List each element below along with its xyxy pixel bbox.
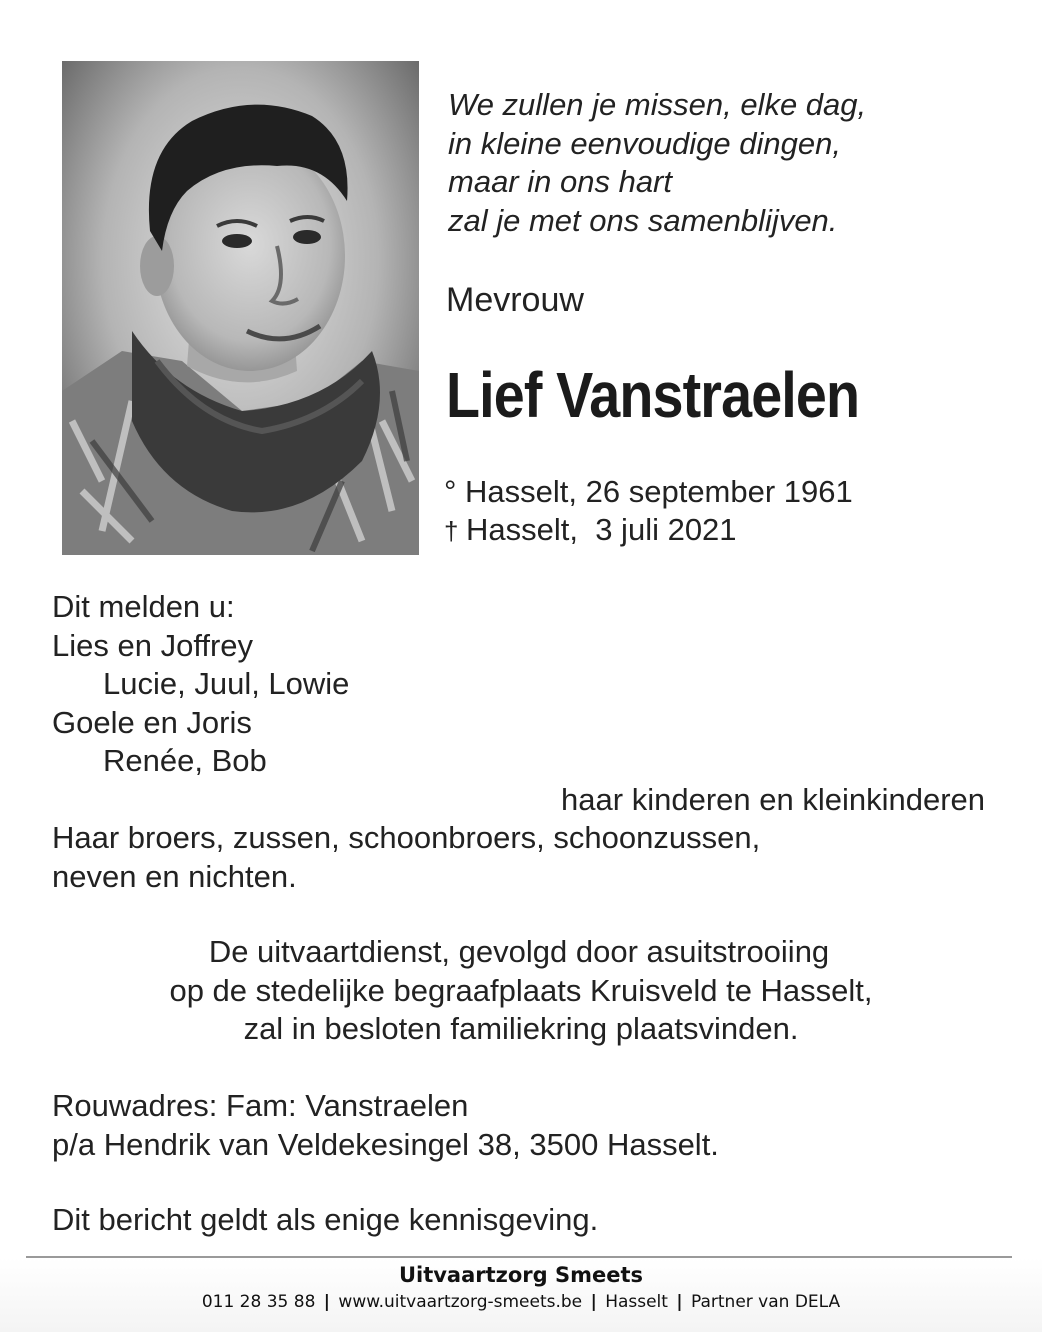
poem-line: zal je met ons samenblijven. [448, 202, 838, 238]
ceremony-line: De uitvaartdienst, gevolgd door asuitstrooiing [208, 934, 830, 969]
address-line: Rouwadres: Fam: Vanstraelen [52, 1088, 469, 1123]
footer-separator: | [590, 1292, 597, 1312]
ceremony-line: zal in besloten familiekring plaatsvinden. [243, 1011, 799, 1046]
family-relation: haar kinderen en kleinkinderen [561, 781, 985, 817]
birth-line [444, 473, 853, 511]
birth-symbol: ° [444, 474, 457, 509]
life-dates [444, 473, 853, 550]
notice-text: Dit bericht geldt als enige kennisgeving. [52, 1202, 599, 1237]
footer-contact [0, 1292, 1042, 1312]
family-member: Lies en Joffrey [52, 627, 254, 663]
death-line [444, 511, 853, 550]
portrait-photo [62, 61, 419, 555]
footer-phone: 011 28 35 88 [201, 1292, 316, 1312]
poem-line: We zullen je missen, elke dag, [448, 87, 867, 122]
birth-date: Hasselt, 26 september 1961 [465, 474, 853, 509]
deceased-name: Lief Vanstraelen [446, 359, 860, 431]
footer-partner: Partner van DELA [690, 1292, 841, 1312]
memorial-poem [448, 86, 866, 240]
address-line: p/a Hendrik van Veldekesingel 38, 3500 Hasselt. [52, 1126, 719, 1162]
grandchildren: Lucie, Juul, Lowie [103, 666, 350, 701]
footer-divider [26, 1256, 1012, 1258]
relatives-line: neven en nichten. [52, 858, 297, 894]
footer-city: Hasselt [605, 1292, 668, 1312]
family-member: Goele en Joris [52, 704, 252, 740]
footer-website[interactable]: www.uitvaartzorg-smeets.be [338, 1292, 583, 1312]
family-announcement [52, 588, 1002, 896]
funeral-company-name: Uitvaartzorg Smeets [398, 1263, 644, 1287]
poem-line: in kleine eenvoudige dingen, [448, 125, 841, 161]
death-date: Hasselt, 3 juli 2021 [466, 512, 737, 547]
cross-icon: † [444, 516, 459, 546]
grandchildren: Renée, Bob [103, 743, 267, 778]
footer-separator: | [323, 1292, 331, 1312]
ceremony-line: op de stedelijke begraafplaats Kruisveld te Hasselt, [169, 972, 873, 1008]
mourning-address [52, 1087, 719, 1164]
family-intro: Dit melden u: [52, 589, 235, 624]
poem-line: maar in ons hart [448, 164, 672, 199]
portrait-illustration [62, 61, 419, 555]
footer-separator: | [676, 1292, 683, 1312]
ceremony-notice [0, 933, 1042, 1049]
honorific: Mevrouw [446, 281, 584, 319]
relatives-line: Haar broers, zussen, schoonbroers, schoonzussen, [52, 820, 761, 855]
